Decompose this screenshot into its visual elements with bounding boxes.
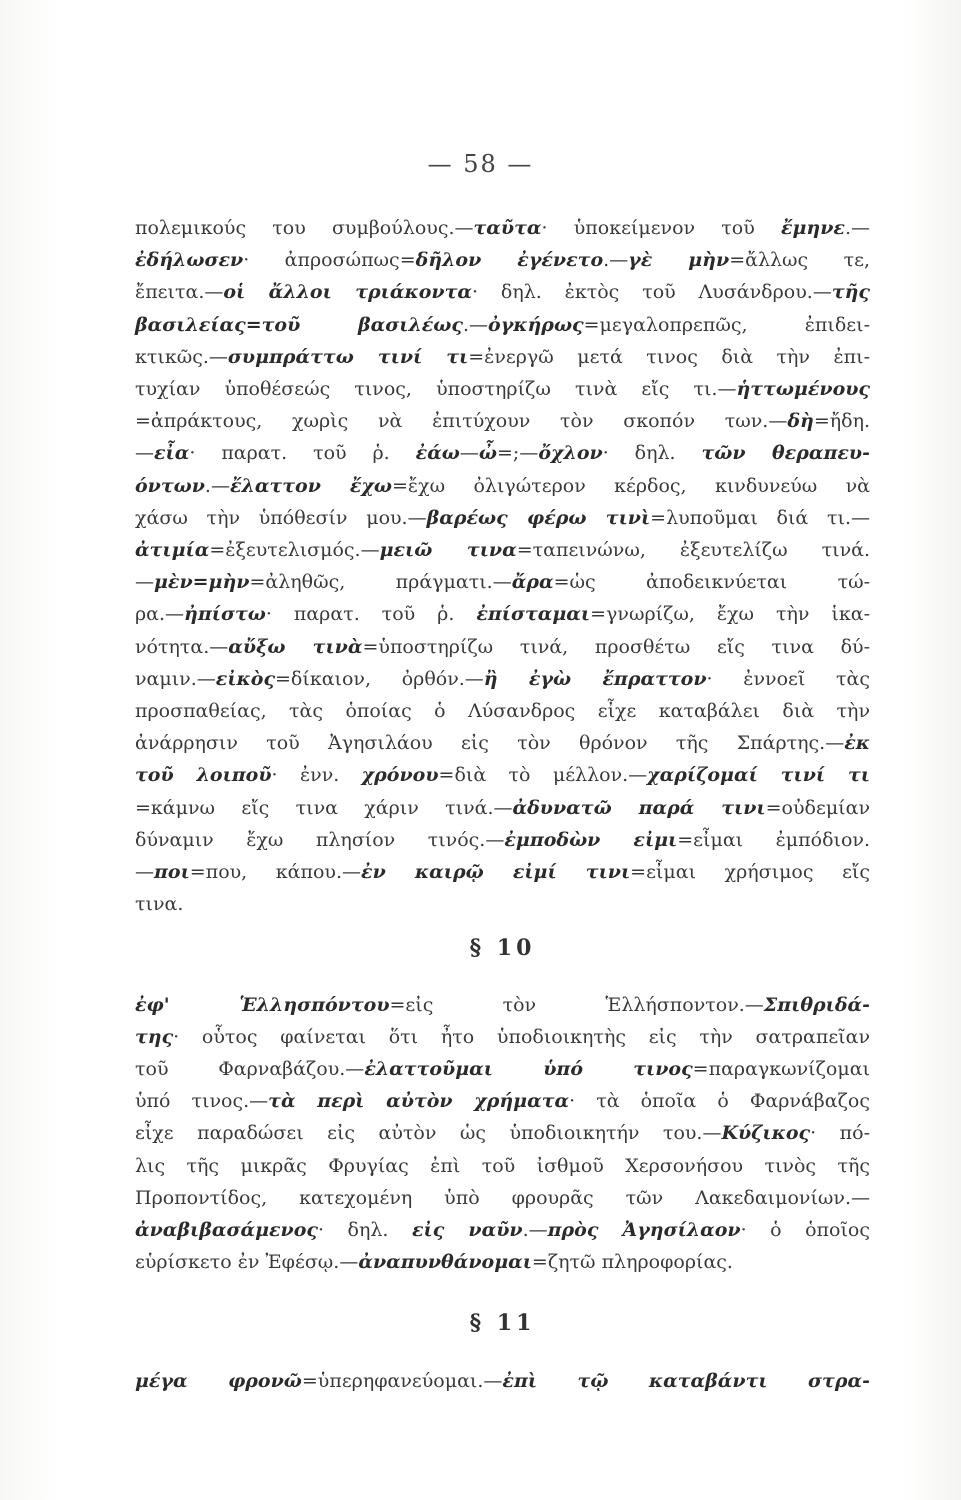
lemma-term: ἡττωμένους [736,378,870,401]
gloss-text: · δηλ. ἐκτὸς τοῦ Λυσάνδρου.— [471,281,832,304]
lemma-term: τὰ περὶ αὐτὸν χρήματα [268,1090,570,1113]
lemma-term: της [135,1025,174,1048]
gloss-text: Προποντίδος, κατεχομένη ὑπὸ φρουρᾶς τῶν Λακεδαιμονίων.— [135,1186,870,1209]
lemma-term: ὀγκήρως [488,313,584,336]
text-line [135,824,870,856]
text-line [135,989,870,1021]
gloss-text: =λυποῦμαι διά τι.— [650,506,871,529]
text-line [135,566,870,598]
gloss-text: προσπαθείας, τὰς ὁποίας ὁ Λύσανδρος εἶχε καταβάλει διὰ τὴν [135,700,870,723]
gloss-text: · δηλ. [602,442,702,465]
gloss-text: κτικῶς.— [135,345,228,368]
lemma-term: ὄχλον [538,442,603,465]
gloss-text: λις τῆς μικρᾶς Φρυγίας ἐπὶ τοῦ ἰσθμοῦ Χερσονήσου τινὸς τῆς [135,1154,870,1177]
lemma-term: συμπράττω τινί τι [227,345,469,368]
gloss-text: · ὑποκείμενον τοῦ [541,217,781,239]
gloss-text: =;— [497,442,539,465]
lemma-term: ἐν καιρῷ εἰμί τινι [361,861,631,884]
gloss-text: · δηλ. [318,1219,412,1242]
lemma-term: ἀδυνατῶ παρά τινι [512,796,766,819]
text-line [135,244,870,276]
gloss-text: τοῦ Φαρναβάζου.— [135,1058,365,1081]
gloss-text: · ἐννοεῖ τὰς [706,667,870,690]
gloss-text: .— [603,249,629,272]
gloss-text: εὑρίσκετο ἐν Ἐφέσῳ.— [135,1251,359,1274]
lemma-term: τῶν θεραπευ- [701,442,871,465]
gloss-text: .— [844,217,870,239]
text-line [135,1085,870,1117]
lemma-term: μειῶ τινα [379,539,517,562]
text-line [135,405,870,437]
text-line [135,663,870,695]
gloss-text: ὑπό τινος.— [135,1090,269,1113]
gloss-text: =εἶμαι ἐμπόδιον. [677,828,870,851]
gloss-text: =ἐνεργῶ μετά τινος διὰ τὴν ἐπι- [468,345,870,368]
gloss-text: · παρατ. τοῦ ῥ. [265,603,477,626]
gloss-text: — [135,571,154,594]
gloss-text: ἔπειτα.— [135,281,224,304]
gloss-text: =ἐξευτελισμός.— [209,539,380,562]
gloss-text: =ὡς ἀποδεικνύεται τώ- [553,571,870,594]
lemma-term: ἐμποδὼν εἰμι [504,828,678,851]
text-line [135,759,870,791]
text-line [135,888,870,920]
gloss-text: =ζητῶ πληροφορίας. [531,1251,733,1274]
text-line [135,1246,870,1278]
text-line [135,695,870,727]
lemma-term: δὴ [787,410,814,433]
lemma-term: ἄρα [511,571,554,594]
gloss-text: =διὰ τὸ μέλλον.— [438,764,648,787]
gloss-text: .— [204,474,230,497]
text-line [135,1150,870,1182]
text-line [135,1117,870,1149]
gloss-text: ἀνάρρησιν τοῦ Ἀγησιλάου εἰς τὸν θρόνον τῆς Σπάρτης.— [135,732,845,755]
lemma-term: ἐφ' Ἑλλησπόντου [135,993,390,1016]
lemma-term: ἐλαττοῦμαι ὑπό τινος [364,1058,693,1081]
lemma-term: όντων [135,474,205,497]
gloss-text: — [135,861,154,884]
lemma-term: ἐδήλωσεν [135,249,244,272]
gloss-text: · παρατ. τοῦ ῥ. [189,442,416,465]
lemma-term: μέγα φρονῶ [135,1369,302,1392]
lemma-term: ἔμηνε [780,217,845,239]
text-line [135,437,870,469]
gloss-text: — [135,442,154,465]
gloss-text: · ὁ ὁποῖος [740,1219,870,1242]
lemma-term: ἠπίστω [184,603,266,626]
lemma-term: χρόνου [361,764,439,787]
text-line [135,341,870,373]
lemma-term: βασιλείας=τοῦ βασιλέως [135,313,463,336]
gloss-text: · ἀπροσώπως= [243,249,416,272]
section-heading-10: § 10 [469,935,536,962]
gloss-text: — [459,442,479,465]
text-line [135,276,870,308]
lemma-term: γὲ μὴν [628,249,730,272]
gloss-text: · πό- [810,1122,870,1145]
gloss-text: =ἀληθῶς, πράγματι.— [249,571,512,594]
lemma-term: χαρίζομαί τινί τι [647,764,870,787]
text-line [135,534,870,566]
gloss-text: τυχίαν ὑποθέσεώς τινος, ὑποστηρίζω τινὰ εἴς τι.— [135,378,737,401]
lemma-term: ἔλαττον ἔχω [229,474,392,497]
lemma-term: ἢ ἐγὼ ἔπραττον [483,667,707,690]
gloss-text: εἶχε παραδώσει εἰς αὐτὸν ὡς ὑποδιοικητήν του.— [135,1122,722,1145]
text-line [135,212,870,244]
paragraph-section-10-notes [135,989,870,1279]
gloss-text: ναμιν.— [135,667,216,690]
text-line [135,727,870,759]
gloss-text: πολεμικούς του συμβούλους.— [135,217,474,239]
paragraph-section-9-notes [135,212,870,920]
section-heading-11: § 11 [469,1309,536,1336]
text-line [135,373,870,405]
lemma-term: ἀναβιβασάμενος [135,1219,318,1242]
text-line [135,792,870,824]
lemma-term: αὔξω τινὰ [228,635,363,658]
lemma-term: τῆς [831,281,870,304]
lemma-term: τοῦ λοιποῦ [135,764,272,787]
gloss-text: =γνωρίζω, ἔχω τὴν ἱκα- [590,603,870,626]
gloss-text: =ὑποστηρίζω τινά, προσθέτω εἴς τινα δύ- [362,635,870,658]
gloss-text: χάσω τὴν ὑπόθεσίν μου.— [135,506,427,529]
gloss-text: =κάμνω εἴς τινα χάριν τινά.— [135,796,513,819]
gloss-text: =εἶμαι χρήσιμος εἴς [630,861,870,884]
gloss-text: =που, κάπου.— [189,861,362,884]
lemma-term: εἰς ναῦν [411,1219,523,1242]
paragraph-section-11-notes [135,1365,870,1397]
lemma-term: Σπιθριδά- [763,993,871,1016]
text-line [135,631,870,663]
gloss-text: =οὐδεμίαν [765,796,870,819]
gloss-text: =ἀπράκτους, χωρὶς νὰ ἐπιτύχουν τὸν σκοπόν των.— [135,410,788,433]
text-line [135,1214,870,1246]
gloss-text: =ταπεινώνω, ἐξευτελίζω τινά. [516,539,870,562]
gloss-text: =εἰς τὸν Ἑλλήσποντον.— [389,993,764,1016]
lemma-term: οἱ ἄλλοι τριάκοντα [223,281,472,304]
text-line [135,502,870,534]
lemma-term: ποι [154,861,190,884]
lemma-term: πρὸς Ἀγησίλαον [547,1219,741,1242]
lemma-term: ὦ [478,442,497,465]
gloss-text: =μεγαλοπρεπῶς, ἐπιδει- [583,313,870,336]
gloss-text: ρα.— [135,603,185,626]
lemma-term: μὲν=μὴν [154,571,250,594]
lemma-term: εἶα [154,442,190,465]
text-line [135,309,870,341]
gloss-text: τινα. [135,893,184,916]
lemma-term: ἐκ [844,732,870,755]
text-line [135,470,870,502]
text-line [135,856,870,888]
gloss-text: =ἔχω ὀλιγώτερον κέρδος, κινδυνεύω νὰ [391,474,871,497]
gloss-text: =ὑπερηφανεύομαι.— [301,1369,503,1392]
gloss-text: · τὰ ὁποῖα ὁ Φαρνάβαζος [569,1090,870,1113]
lemma-term: εἰκὸς [215,667,276,690]
lemma-term: ἀναπυνθάνομαι [358,1251,532,1274]
gloss-text: =ἄλλως τε, [729,249,870,272]
gloss-text: =παραγκωνίζομαι [692,1058,870,1081]
gloss-text: .— [462,313,489,336]
lemma-term: ἐπὶ τῷ καταβάντι στρα- [502,1369,870,1392]
lemma-term: ἐπίσταμαι [476,603,591,626]
gloss-text: =ἤδη. [813,410,870,433]
gloss-text: · ἐνν. [271,764,362,787]
text-line [135,1365,870,1397]
gloss-text: νότητα.— [135,635,229,658]
lemma-term: Κύζικος [721,1122,811,1145]
gloss-text: δύναμιν ἔχω πλησίον τινός.— [135,828,505,851]
text-line [135,1182,870,1214]
commentary-text [135,212,870,1397]
lemma-term: δῆλον ἐγένετο [415,249,604,272]
text-line [135,1053,870,1085]
lemma-term: βαρέως φέρω τινὶ [426,506,651,529]
lemma-term: ἐάω [415,442,460,465]
gloss-text: =δίκαιον, ὀρθόν.— [275,667,484,690]
page-number: — 58 — [427,150,534,178]
text-line [135,1021,870,1053]
gloss-text: · οὗτος φαίνεται ὅτι ἦτο ὑποδιοικητὴς εἰς τὴν σατραπεῖαν [173,1025,870,1048]
text-line [135,598,870,630]
gloss-text: .— [522,1219,548,1242]
lemma-term: ἀτιμία [135,539,210,562]
lemma-term: ταῦτα [473,217,542,239]
